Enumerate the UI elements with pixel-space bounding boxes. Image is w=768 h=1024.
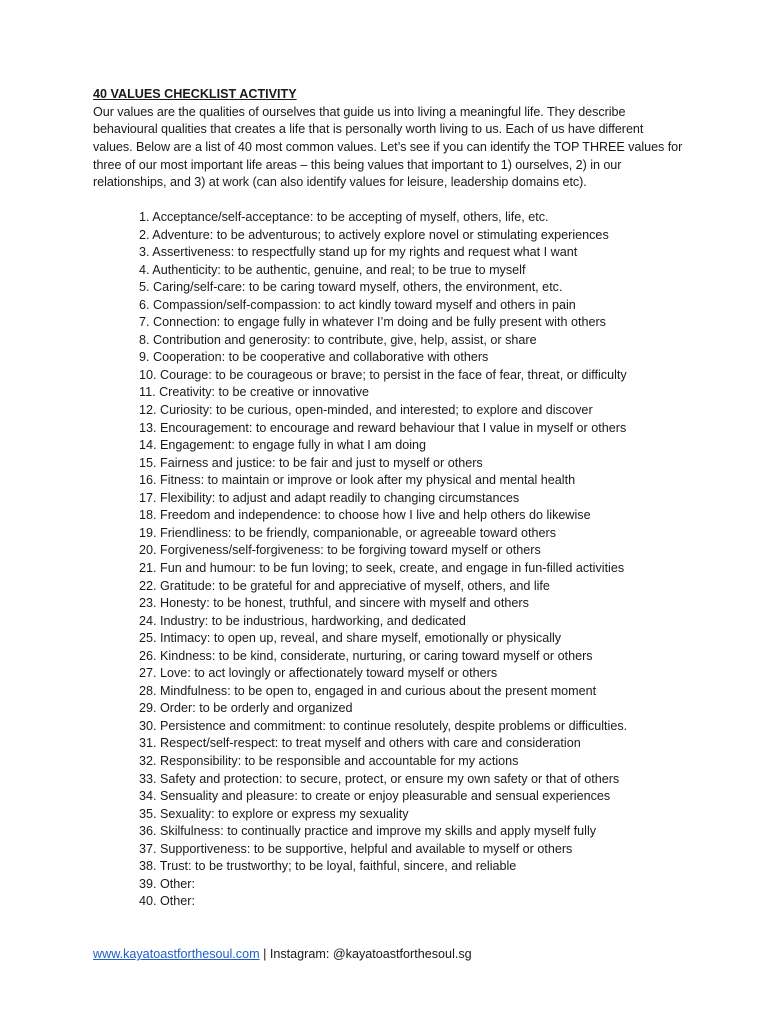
value-item: 36. Skilfulness: to continually practice and improve my skills and apply myself fully [139, 824, 597, 839]
value-item: 28. Mindfulness: to be open to, engaged in and curious about the present moment [139, 683, 597, 698]
value-item: 34. Sensuality and pleasure: to create or enjoy pleasurable and sensual experiences [139, 789, 611, 804]
instagram-handle: Instagram: @kayatoastforthesoul.sg [269, 947, 472, 961]
values-list [93, 209, 683, 911]
value-item: 13. Encouragement: to encourage and reward behaviour that I value in myself or others [139, 420, 627, 435]
value-item: 26. Kindness: to be kind, considerate, nurturing, or caring toward myself or others [139, 648, 593, 663]
value-item: 27. Love: to act lovingly or affectionately toward myself or others [139, 666, 498, 681]
value-item: 17. Flexibility: to adjust and adapt readily to changing circumstances [139, 490, 520, 505]
value-item: 20. Forgiveness/self-forgiveness: to be forgiving toward myself or others [139, 543, 541, 558]
footer [93, 946, 472, 963]
document-title: 40 VALUES CHECKLIST ACTIVITY [93, 87, 297, 101]
value-item: 4. Authenticity: to be authentic, genuine, and real; to be true to myself [139, 262, 526, 277]
value-item: 23. Honesty: to be honest, truthful, and sincere with myself and others [139, 596, 529, 611]
value-item: 5. Caring/self-care: to be caring toward myself, others, the environment, etc. [139, 280, 563, 295]
value-item: 22. Gratitude: to be grateful for and appreciative of myself, others, and life [139, 578, 550, 593]
value-item: 3. Assertiveness: to respectfully stand up for my rights and request what I want [139, 245, 578, 260]
value-item: 40. Other: [139, 894, 196, 909]
value-item: 38. Trust: to be trustworthy; to be loyal, faithful, sincere, and reliable [139, 859, 517, 874]
value-item: 14. Engagement: to engage fully in what I am doing [139, 438, 427, 453]
value-item: 39. Other: [139, 876, 196, 891]
value-item: 1. Acceptance/self-acceptance: to be accepting of myself, others, life, etc. [139, 210, 549, 225]
document-body [93, 86, 683, 911]
value-item: 15. Fairness and justice: to be fair and just to myself or others [139, 455, 483, 470]
value-item: 10. Courage: to be courageous or brave; to persist in the face of fear, threat, or difficulty [139, 367, 627, 382]
value-item: 8. Contribution and generosity: to contribute, give, help, assist, or share [139, 332, 537, 347]
website-link[interactable]: www.kayatoastforthesoul.com [93, 947, 260, 961]
value-item: 25. Intimacy: to open up, reveal, and share myself, emotionally or physically [139, 631, 562, 646]
value-item: 19. Friendliness: to be friendly, companionable, or agreeable toward others [139, 525, 557, 540]
value-item: 33. Safety and protection: to secure, protect, or ensure my own safety or that of others [139, 771, 620, 786]
value-item: 7. Connection: to engage fully in whatever I’m doing and be fully present with others [139, 315, 606, 330]
value-item: 16. Fitness: to maintain or improve or look after my physical and mental health [139, 473, 576, 488]
value-item: 12. Curiosity: to be curious, open-minded, and interested; to explore and discover [139, 403, 593, 418]
footer-separator: | [259, 947, 270, 961]
value-item: 11. Creativity: to be creative or innovative [139, 385, 370, 400]
value-item: 35. Sexuality: to explore or express my sexuality [139, 806, 409, 821]
value-item: 2. Adventure: to be adventurous; to actively explore novel or stimulating experiences [139, 227, 609, 242]
value-item: 29. Order: to be orderly and organized [139, 701, 353, 716]
value-item: 37. Supportiveness: to be supportive, helpful and available to myself or others [139, 841, 573, 856]
value-item: 32. Responsibility: to be responsible and accountable for my actions [139, 753, 519, 768]
value-item: 30. Persistence and commitment: to continue resolutely, despite problems or difficulties. [139, 718, 628, 733]
value-item: 31. Respect/self-respect: to treat myself and others with care and consideration [139, 736, 581, 751]
value-item: 6. Compassion/self-compassion: to act kindly toward myself and others in pain [139, 297, 576, 312]
value-item: 18. Freedom and independence: to choose how I live and help others do likewise [139, 508, 591, 523]
value-item: 9. Cooperation: to be cooperative and collaborative with others [139, 350, 489, 365]
value-item: 24. Industry: to be industrious, hardworking, and dedicated [139, 613, 466, 628]
intro-paragraph: Our values are the qualities of ourselves that guide us into living a meaningful life. They describe behavioural qualities that creates a life that is personally worth living to us. Each of us have different values. Below are a list of 40 most common values. Let’s see if you can identify the TOP THREE values for three of our most important life areas – this being values that important to 1) ourselves, 2) in our relationships, and 3) at work (can also identify values for leisure, leadership domains etc). [93, 104, 683, 190]
value-item: 21. Fun and humour: to be fun loving; to seek, create, and engage in fun-filled activities [139, 560, 625, 575]
